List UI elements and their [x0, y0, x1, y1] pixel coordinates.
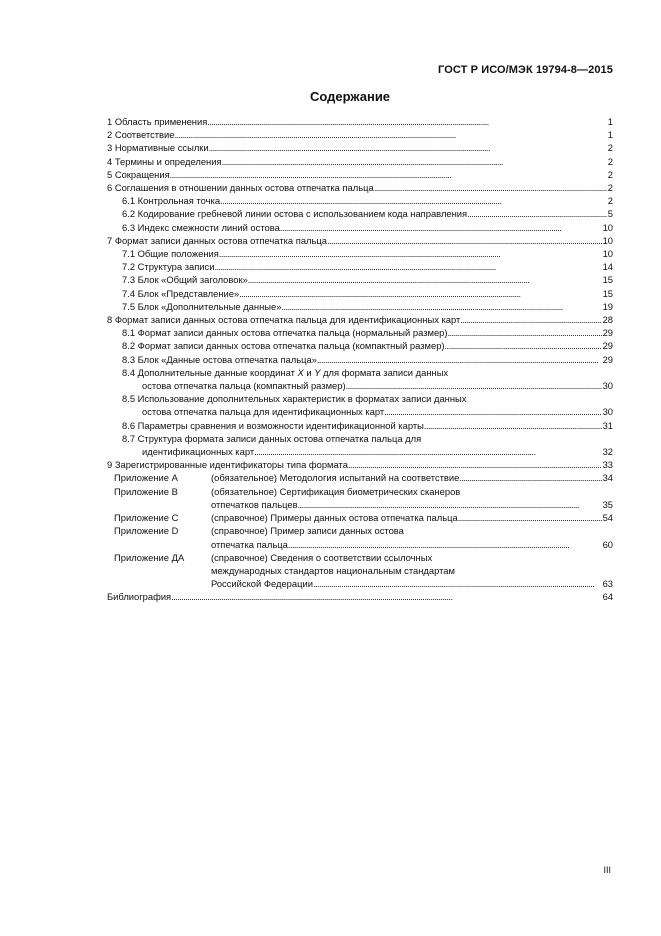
toc-label: 2 Соответствие — [107, 129, 175, 141]
dot-leader — [348, 458, 602, 471]
table-of-contents — [107, 115, 613, 604]
toc-page: 14 — [602, 261, 613, 273]
toc-label-x: X — [297, 366, 304, 378]
toc-page: 2 — [607, 195, 613, 207]
toc-appendix[interactable] — [107, 551, 613, 564]
toc-entry[interactable] — [107, 168, 613, 181]
dot-leader — [222, 155, 607, 168]
toc-label: идентификационных карт — [142, 446, 255, 458]
toc-page: 19 — [602, 300, 613, 312]
toc-entry[interactable] — [107, 234, 613, 247]
dot-leader — [384, 405, 601, 418]
toc-entry[interactable] — [107, 221, 613, 234]
toc-label: Российской Федерации — [211, 578, 313, 590]
toc-entry[interactable] — [107, 432, 613, 445]
toc-label: международных стандартов национальным стандартам — [211, 564, 455, 576]
toc-page: 29 — [602, 353, 613, 365]
toc-page: 2 — [607, 168, 613, 180]
dot-leader — [424, 419, 602, 432]
toc-label — [114, 524, 404, 537]
toc-page: 1 — [607, 129, 613, 141]
toc-entry[interactable] — [107, 366, 613, 379]
toc-page: 34 — [602, 472, 613, 484]
toc-entry[interactable] — [107, 392, 613, 405]
toc-entry[interactable] — [107, 313, 613, 326]
page-number: III — [603, 865, 611, 875]
toc-page: 10 — [602, 221, 613, 233]
toc-page: 5 — [607, 208, 613, 220]
toc-label: 7.5 Блок «Дополнительные данные» — [122, 300, 282, 312]
toc-label: 8.2 Формат записи данных остова отпечатка пальца (компактный размер) — [122, 340, 445, 352]
toc-entry[interactable] — [107, 339, 613, 352]
toc-entry[interactable] — [107, 260, 613, 273]
appendix-name: Приложение С — [114, 512, 179, 524]
toc-page: 10 — [602, 234, 613, 246]
toc-page: 29 — [602, 340, 613, 352]
document-code: ГОСТ Р ИСО/МЭК 19794-8—2015 — [438, 64, 613, 76]
toc-page: 30 — [602, 406, 613, 418]
toc-label: 4 Термины и определения — [107, 155, 222, 167]
toc-label: 5 Сокращения — [107, 168, 170, 180]
dot-leader — [219, 247, 602, 260]
toc-entry-continuation[interactable] — [107, 445, 613, 458]
toc-appendix-continuation[interactable] — [107, 564, 613, 577]
toc-label-part: и — [303, 366, 315, 378]
dot-leader — [254, 445, 601, 458]
dot-leader — [220, 194, 607, 207]
appendix-name: Приложение D — [114, 525, 179, 537]
toc-entry[interactable] — [107, 353, 613, 366]
toc-label: 8.3 Блок «Данные остова отпечатка пальца» — [122, 353, 317, 365]
dot-leader — [346, 379, 602, 392]
dot-leader — [280, 221, 602, 234]
dot-leader — [239, 287, 601, 300]
toc-label — [114, 551, 432, 564]
toc-label: 7.2 Структура записи — [122, 261, 215, 273]
toc-label: 1 Область применения — [107, 116, 208, 127]
toc-appendix[interactable] — [107, 511, 613, 524]
toc-label: 8.1 Формат записи данных остова отпечатка пальца (нормальный размер) — [122, 327, 448, 339]
dot-leader — [298, 498, 602, 511]
toc-appendix[interactable] — [107, 485, 613, 498]
toc-page: 35 — [602, 498, 613, 510]
toc-page: 2 — [607, 182, 613, 194]
toc-label — [114, 471, 459, 484]
toc-label: 7.3 Блок «Общий заголовок» — [122, 274, 248, 286]
toc-label: 8 Формат записи данных остова отпечатка пальца для идентификационных карт — [107, 314, 461, 326]
dot-leader — [171, 590, 601, 603]
dot-leader — [207, 115, 606, 128]
toc-label: 7.1 Общие положения — [122, 248, 219, 260]
toc-page: 28 — [602, 314, 613, 326]
toc-page: 30 — [602, 380, 613, 392]
toc-page: 54 — [602, 512, 613, 524]
dot-leader — [448, 326, 602, 339]
toc-label: 7 Формат записи данных остова отпечатка пальца — [107, 234, 327, 246]
dot-leader — [214, 260, 601, 273]
toc-page: 15 — [602, 274, 613, 286]
dot-leader — [281, 300, 601, 313]
dot-leader — [459, 471, 601, 484]
toc-label: 8.7 Структура формата записи данных остова отпечатка пальца для — [122, 432, 422, 444]
appendix-name: Приложение А — [114, 472, 178, 484]
toc-appendix-continuation[interactable] — [107, 498, 613, 511]
toc-entry[interactable] — [107, 419, 613, 432]
toc-label: 6 Соглашения в отношении данных остова отпечатка пальца — [107, 182, 374, 194]
dot-leader — [460, 313, 601, 326]
toc-entry-continuation[interactable] — [107, 405, 613, 418]
toc-label-part: 8.4 Дополнительные данные координат — [122, 366, 295, 378]
toc-entry[interactable] — [107, 326, 613, 339]
toc-label: 9 Зарегистрированные идентификаторы типа формата — [107, 459, 348, 471]
toc-appendix-continuation[interactable] — [107, 577, 613, 590]
toc-appendix[interactable] — [107, 524, 613, 537]
appendix-text: (обязательное) Сертификация биометрических сканеров — [211, 485, 461, 497]
toc-entry[interactable] — [107, 207, 613, 220]
dot-leader — [313, 577, 602, 590]
dot-leader — [458, 511, 602, 524]
toc-entry[interactable] — [107, 155, 613, 168]
toc-page: 10 — [602, 248, 613, 260]
toc-page: 64 — [602, 591, 613, 603]
toc-label: 3 Нормативные ссылки — [107, 142, 209, 154]
toc-page: 33 — [602, 459, 613, 471]
dot-leader — [209, 141, 607, 154]
appendix-text: (справочное) Пример записи данных остова — [211, 525, 404, 537]
appendix-text: (справочное) Сведения о соответствии ссылочных — [211, 551, 433, 563]
dot-leader — [174, 128, 606, 141]
toc-label-y: Y — [314, 366, 321, 378]
toc-entry[interactable] — [107, 247, 613, 260]
dot-leader — [445, 339, 602, 352]
toc-label: отпечатков пальцев — [211, 498, 298, 510]
toc-appendix[interactable] — [107, 471, 613, 484]
toc-page: 2 — [607, 142, 613, 154]
toc-label: остова отпечатка пальца (компактный размер) — [142, 380, 346, 392]
toc-entry-continuation[interactable] — [107, 379, 613, 392]
toc-entry[interactable] — [107, 194, 613, 207]
toc-page: 1 — [607, 116, 613, 127]
toc-entry[interactable] — [107, 181, 613, 194]
dot-leader — [327, 234, 602, 247]
dot-leader — [248, 273, 602, 286]
toc-page: 29 — [602, 327, 613, 339]
toc-label: 6.1 Контрольная точка — [122, 195, 221, 207]
toc-entry[interactable] — [107, 590, 613, 603]
toc-entry[interactable] — [107, 115, 613, 128]
toc-page: 32 — [602, 446, 613, 458]
toc-entry[interactable] — [107, 141, 613, 154]
toc-appendix-continuation[interactable] — [107, 538, 613, 551]
page-title: Содержание — [309, 89, 391, 104]
toc-label: Библиография — [107, 591, 172, 603]
appendix-name: Приложение В — [114, 485, 178, 497]
dot-leader — [374, 181, 607, 194]
toc-label: 8.5 Использование дополнительных характеристик в форматах записи данных — [122, 393, 467, 405]
toc-page: 63 — [602, 578, 613, 590]
toc-label: 8.6 Параметры сравнения и возможности идентификационной карты — [122, 419, 424, 431]
dot-leader — [170, 168, 607, 181]
toc-page: 15 — [602, 287, 613, 299]
toc-label: отпечатка пальца — [211, 538, 288, 550]
toc-entry[interactable] — [107, 128, 613, 141]
appendix-name: Приложение ДА — [114, 551, 185, 563]
toc-entry[interactable] — [107, 458, 613, 471]
dot-leader — [288, 538, 602, 551]
toc-label: 6.2 Кодирование гребневой линии остова с использованием кода направления — [122, 208, 468, 220]
dot-leader — [317, 353, 602, 366]
appendix-text: (обязательное) Методология испытаний на соответствие — [211, 472, 460, 484]
toc-entry[interactable] — [107, 300, 613, 313]
toc-page: 60 — [602, 538, 613, 550]
dot-leader — [467, 207, 607, 220]
toc-page: 2 — [607, 155, 613, 167]
toc-page: 31 — [602, 419, 613, 431]
toc-label-part: для формата записи данных — [320, 366, 449, 378]
toc-label — [122, 366, 448, 379]
toc-entry[interactable] — [107, 273, 613, 286]
toc-label: 7.4 Блок «Представление» — [122, 287, 240, 299]
appendix-text: (справочное) Примеры данных остова отпечатка пальца — [211, 512, 458, 524]
toc-label: остова отпечатка пальца для идентификационных карт — [142, 406, 385, 418]
toc-label — [114, 511, 458, 524]
toc-label: 6.3 Индекс смежности линий остова — [122, 221, 280, 233]
toc-entry[interactable] — [107, 287, 613, 300]
toc-label — [114, 485, 460, 498]
